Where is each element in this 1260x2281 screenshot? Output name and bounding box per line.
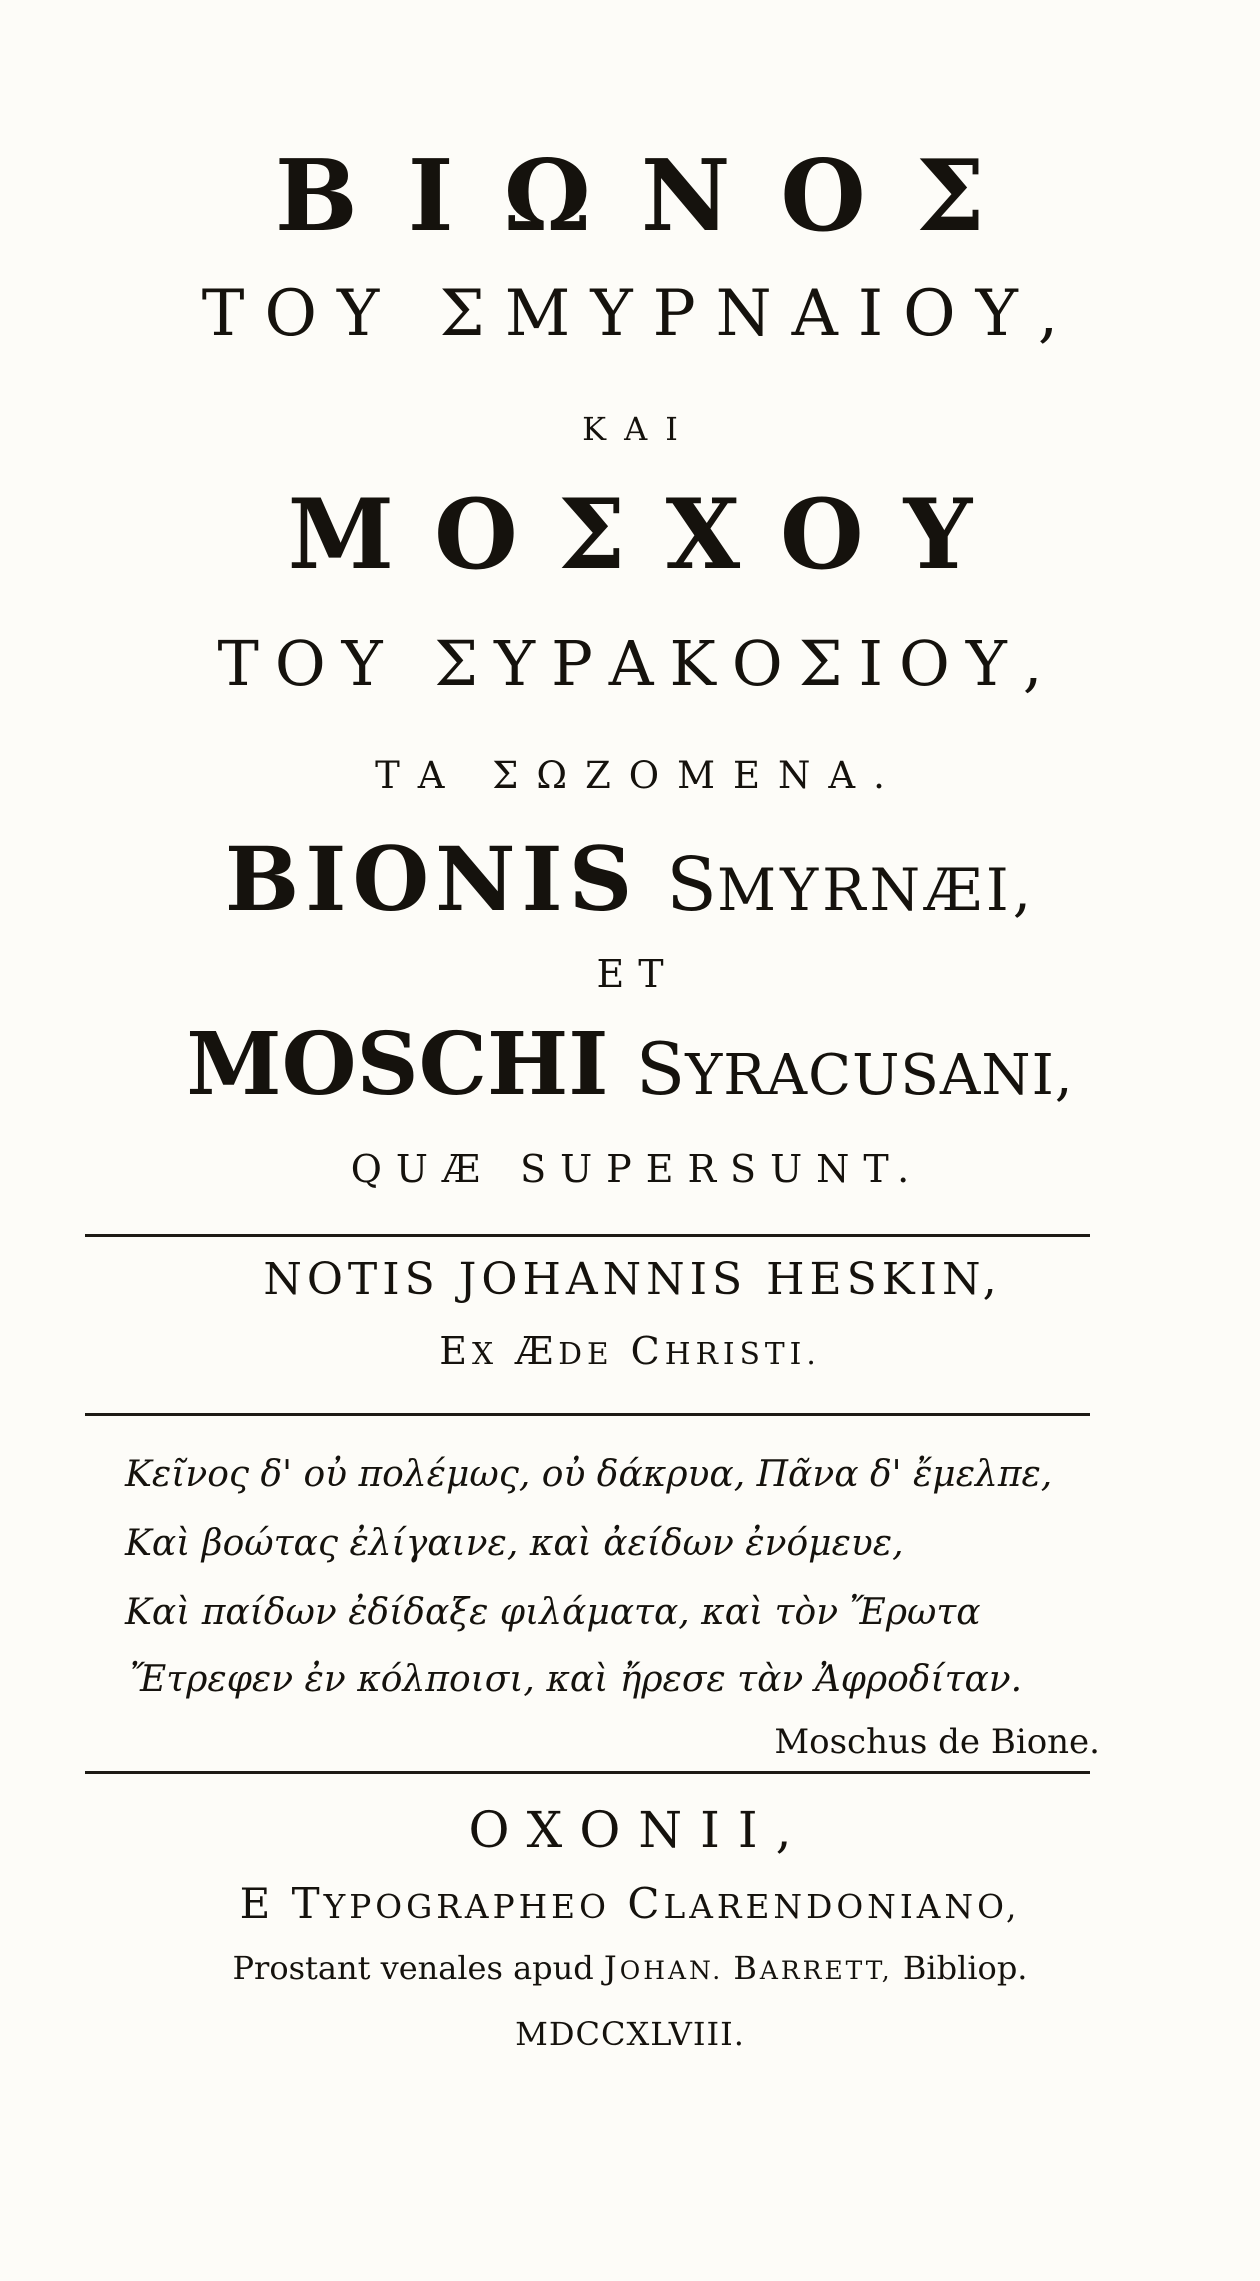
ex-word: EX (439, 1329, 499, 1373)
epigraph-line-2: Καὶ βοώτας ἐλίγαινε, καὶ ἀείδων ἐνόμευε, (125, 1523, 904, 1564)
sale-prefix: Prostant venales apud (232, 1949, 594, 1987)
imprint-press: E TYPOGRAPHEO CLARENDONIANO, (239, 1879, 1021, 1928)
imprint-city: OXONII, (468, 1801, 810, 1859)
latin-title-quae-supersunt: QUÆ SUPERSUNT. (350, 1147, 924, 1191)
typographeo-word: TYPOGRAPHEO (291, 1879, 610, 1928)
epigraph-attribution: Moschus de Bione. (774, 1722, 1100, 1762)
smyrnaei-initial: S (666, 842, 717, 928)
rule-3 (85, 1771, 1090, 1774)
greek-title-bionos: ΒΙΩΝΟΣ (274, 139, 1036, 254)
rule-2 (85, 1413, 1090, 1416)
smyrnaei-rest: MYRNÆI, (716, 856, 1036, 924)
greek-title-kai: ΚΑΙ (582, 410, 696, 448)
greek-title-syrakosiou: ΤΟΥ ΣΥΡΑΚΟΣΙΟΥ, (217, 627, 1059, 700)
latin-title-bionis-smyrnaei (0, 827, 1260, 931)
epigraph-line-1: Κεῖνος δ' οὐ πολέμως, οὐ δάκρυα, Πᾶνα δ' ἔμελπε, (125, 1454, 1053, 1495)
sale-suffix: Bibliop. (902, 1949, 1028, 1987)
latin-title-syracusani (636, 1027, 1074, 1111)
syracusani-rest: YRACUSANI, (685, 1043, 1074, 1108)
latin-title-smyrnaei (666, 842, 1035, 928)
christi-word: CHRISTI. (630, 1329, 821, 1373)
editor-ex-aede-christi (0, 1329, 1260, 1373)
greek-title-smyrnaiou: ΤΟΥ ΣΜΥΡΝΑΙΟΥ, (201, 277, 1079, 351)
latin-title-et: ET (596, 952, 678, 996)
epigraph-line-4: Ἔτρεφεν ἐν κόλποισι, καὶ ἤρεσε τὰν Ἀφροδίταν. (130, 1659, 1023, 1700)
latin-title-bionis: BIONIS (224, 827, 639, 931)
greek-title-sozomena: ΤΑ ΣΩΖΟΜΕΝΑ. (375, 754, 903, 797)
barrett-word: BARRETT, (733, 1949, 893, 1987)
editor-notis-heskin: NOTIS JOHANNIS HESKIN, (263, 1254, 1002, 1305)
latin-title-moschi-syracusani (0, 1014, 1260, 1115)
greek-title-moschou: ΜΟΣΧΟΥ (287, 478, 1013, 591)
clarendoniano-word: CLARENDONIANO, (627, 1879, 1021, 1928)
syracusani-initial: S (635, 1027, 686, 1111)
epigraph-line-3: Καὶ παίδων ἐδίδαξε φιλάματα, καὶ τὸν Ἔρωτα (125, 1592, 981, 1633)
johan-word: JOHAN. (603, 1949, 724, 1987)
imprint-sale (0, 1949, 1260, 1987)
rule-1 (85, 1234, 1090, 1237)
imprint-year: MDCCXLVIII. (515, 2015, 745, 2053)
aede-word: ÆDE (515, 1329, 614, 1373)
latin-title-moschi: MOSCHI (186, 1014, 609, 1115)
